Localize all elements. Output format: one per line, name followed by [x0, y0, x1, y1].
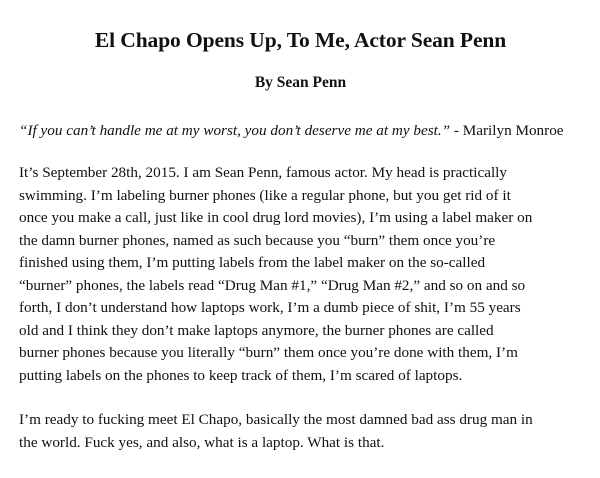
paragraph-line: the world. Fuck yes, and also, what is a laptop. What is that.	[19, 433, 385, 451]
paragraph-line: It’s September 28th, 2015. I am Sean Penn, famous actor. My head is practically	[19, 164, 507, 181]
paragraph-line: finished using them, I’m putting labels from the label maker on the so-called	[19, 254, 486, 271]
article-title: El Chapo Opens Up, To Me, Actor Sean Penn	[94, 28, 507, 52]
paragraph-line: “burner” phones, the labels read “Drug Man #1,” “Drug Man #2,” and so on and so	[19, 276, 526, 294]
paragraph-line: putting labels on the phones to keep track of them, I’m scared of laptops.	[19, 366, 463, 384]
paragraph-line: old and I think they don’t make laptops anymore, the burner phones are called	[19, 321, 494, 339]
paragraph-line: once you make a call, just like in cool drug lord movies), I’m using a label maker on	[19, 209, 533, 226]
paragraph-line: forth, I don’t understand how laptops work, I’m a dumb piece of shit, I’m 55 years	[19, 299, 521, 316]
body-paragraph-1	[19, 142, 582, 387]
paragraph-line: burner phones because you literally “burn” them once you’re done with them, I’m	[19, 344, 518, 361]
epigraph	[19, 94, 582, 142]
body-paragraph-2	[19, 387, 582, 454]
article-byline: By Sean Penn	[254, 74, 347, 91]
paragraph-line: the damn burner phones, named as such because you “burn” them once you’re	[19, 231, 496, 249]
paragraph-line: swimming. I’m labeling burner phones (like a regular phone, but you get rid of it	[19, 186, 511, 204]
paragraph-line: I’m ready to fucking meet El Chapo, basically the most damned bad ass drug man in	[19, 411, 533, 428]
epigraph-attribution: - Marilyn Monroe	[450, 122, 564, 139]
epigraph-quote: “If you can’t handle me at my worst, you don’t deserve me at my best.”	[19, 122, 451, 139]
